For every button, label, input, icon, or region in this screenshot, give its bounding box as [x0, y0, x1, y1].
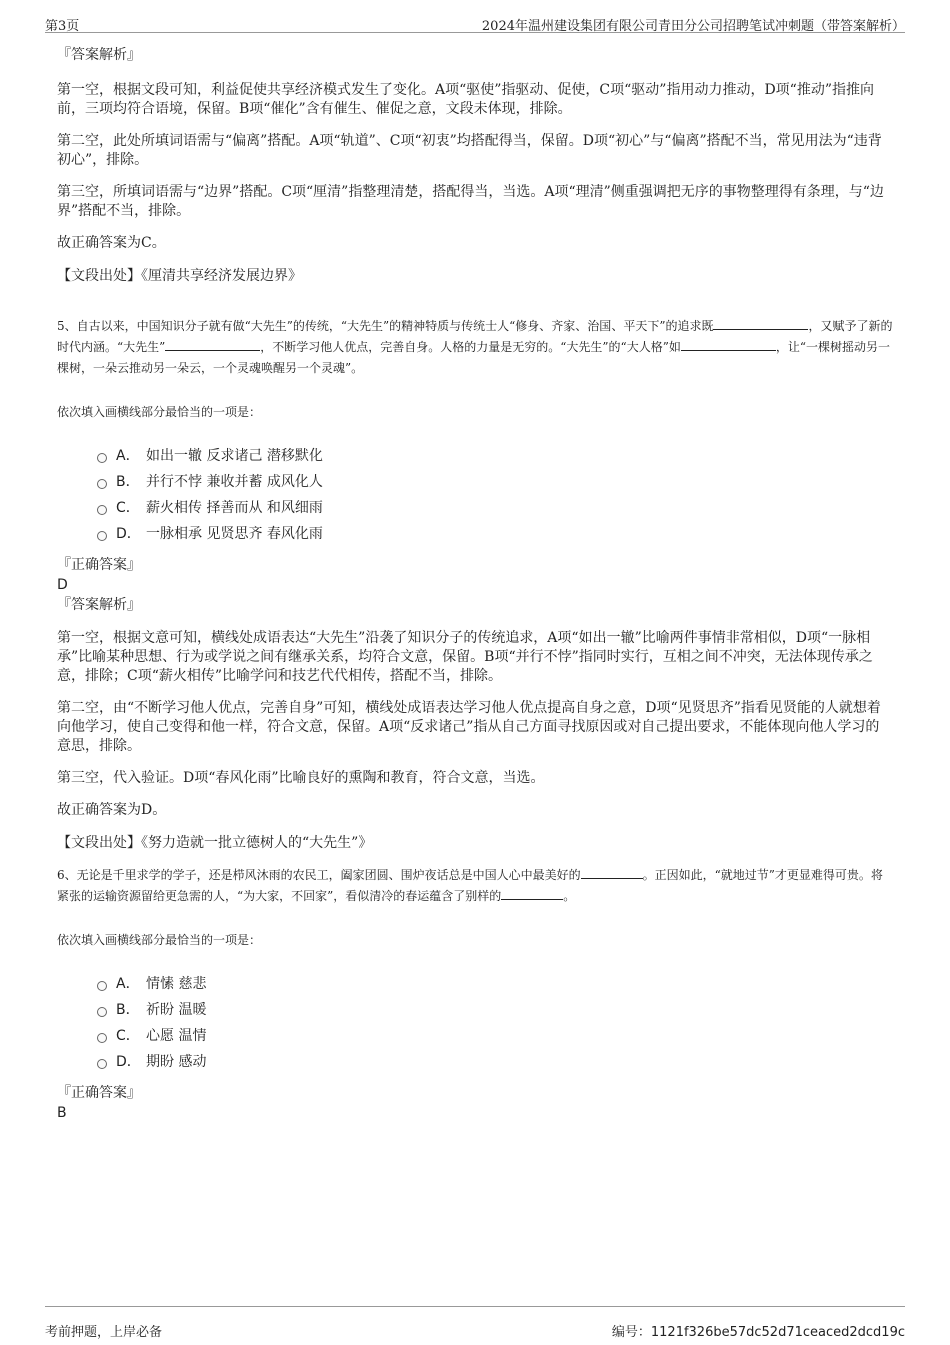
question-5: [57, 316, 893, 853]
question-text-part: 。正因如此，“就地过节”才更显难得可贵。将紧张的运输资源留给更急需的人，“为大家，不回家”，看似清冷的春运蕴含了别样的: [57, 868, 883, 903]
option-d[interactable]: [97, 521, 893, 547]
option-c[interactable]: [97, 1023, 893, 1049]
option-a[interactable]: [97, 443, 893, 469]
document-title: 2024年温州建设集团有限公司青田分公司招聘笔试冲刺题（带答案解析）: [481, 19, 905, 34]
document-id: 编号：1121f326be57dc52d71ceaced2dcd19c: [611, 1325, 905, 1340]
radio-button-icon[interactable]: [97, 531, 107, 541]
radio-button-icon[interactable]: [97, 1007, 107, 1017]
option-a[interactable]: [97, 971, 893, 997]
analysis-paragraph: 第二空，由“不断学习他人优点，完善自身”可知，横线处成语表达学习他人优点提高自身之意，D项“见贤思齐”指看见贤能的人就想着向他学习，使自己变得和他一样，符合文意，保留。A项“反求诸己”指从自己方面寻找原因或对自己提出要求，不能体现向他人学习的意思，排除。: [57, 700, 881, 754]
correct-answer-label: 『正确答案』: [57, 557, 141, 573]
option-letter: D．: [116, 526, 141, 542]
option-letter: A．: [116, 976, 140, 992]
option-letter: C．: [116, 1028, 140, 1044]
analysis-paragraph: 第三空，代入验证。D项“春风化雨”比喻良好的熏陶和教育，符合文意，当选。: [57, 770, 545, 786]
option-c[interactable]: [97, 495, 893, 521]
question-prompt: 依次填入画横线部分最恰当的一项是：: [57, 405, 262, 419]
option-letter: B．: [116, 474, 140, 490]
option-text: 心愿 温情: [146, 1028, 207, 1044]
answer-blank: [581, 866, 643, 879]
analysis-paragraph: 第二空，此处所填词语需与“偏离”搭配。A项“轨道”、C项“初衷”均搭配得当，保留。D项“初心”与“偏离”搭配不当，常见用法为“违背初心”，排除。: [57, 133, 882, 168]
option-text: 并行不悖 兼收并蓄 成风化人: [146, 474, 323, 490]
source-citation: 【文段出处】《努力造就一批立德树人的“大先生”》: [57, 835, 373, 851]
conclusion: 故正确答案为D。: [57, 802, 167, 818]
page-header: [45, 12, 905, 33]
question-text-part: 6、无论是千里求学的学子，还是栉风沐雨的农民工，阖家团圆、围炉夜话总是中国人心中最美好的: [57, 868, 581, 882]
analysis-paragraph: 第一空，根据文意可知，横线处成语表达“大先生”沿袭了知识分子的传统追求，A项“如出一辙”比喻两件事情非常相似，D项“一脉相承”比喻某种思想、行为或学说之间有继承关系，均符合文意，保留。B项“并行不悖”指同时实行，互相之间不冲突，无法体现传承之意，排除；C项“薪火相传”比喻学问和技艺代代相传，搭配不当，排除。: [57, 630, 873, 684]
source-citation: 【文段出处】《厘清共享经济发展边界》: [57, 268, 302, 284]
option-text: 一脉相承 见贤思齐 春风化雨: [146, 526, 323, 542]
question-6: [57, 865, 893, 1123]
option-text: 期盼 感动: [146, 1054, 207, 1070]
radio-button-icon[interactable]: [97, 479, 107, 489]
question-text-part: 。: [563, 889, 576, 903]
answer-blank: [165, 338, 260, 351]
question-prompt: 依次填入画横线部分最恰当的一项是：: [57, 933, 262, 947]
correct-answer: B: [57, 1105, 67, 1121]
option-b[interactable]: [97, 997, 893, 1023]
answer-blank: [501, 887, 563, 900]
option-letter: D．: [116, 1054, 141, 1070]
option-text: 薪火相传 择善而从 和风细雨: [146, 500, 323, 516]
option-d[interactable]: [97, 1049, 893, 1075]
option-text: 如出一辙 反求诸己 潜移默化: [146, 448, 323, 464]
option-letter: A．: [116, 448, 140, 464]
radio-button-icon[interactable]: [97, 1059, 107, 1069]
analysis-paragraph: 第一空，根据文段可知，利益促使共享经济模式发生了变化。A项“驱使”指驱动、促使，C项“驱动”指用动力推动，D项“推动”指推向前，三项均符合语境，保留。B项“催化”含有催生、催促之意，文段未体现，排除。: [57, 82, 874, 117]
question-text-part: 5、自古以来，中国知识分子就有做“大先生”的传统，“大先生”的精神特质与传统士人“修身、齐家、治国、平天下”的追求既: [57, 319, 714, 333]
question-text: [57, 865, 893, 907]
option-letter: C．: [116, 500, 140, 516]
option-text: 情愫 慈悲: [146, 976, 207, 992]
analysis-label: 『答案解析』: [57, 47, 141, 63]
page-number: 第3页: [45, 19, 80, 34]
radio-button-icon[interactable]: [97, 1033, 107, 1043]
question-text-part: ，不断学习他人优点，完善自身。人格的力量是无穷的。“大先生”的“大人格”如: [260, 340, 681, 354]
footer-slogan: 考前押题，上岸必备: [45, 1325, 163, 1340]
correct-answer: D: [57, 577, 68, 593]
question-text-part: ，又赋予了新的时代内涵。“大先生”: [57, 319, 893, 354]
document-body: [57, 45, 893, 1123]
option-letter: B．: [116, 1002, 140, 1018]
answer-blank: [681, 338, 776, 351]
radio-button-icon[interactable]: [97, 505, 107, 515]
options-list: [97, 443, 893, 547]
options-list: [97, 971, 893, 1075]
analysis-label: 『答案解析』: [57, 597, 141, 613]
radio-button-icon[interactable]: [97, 453, 107, 463]
option-b[interactable]: [97, 469, 893, 495]
analysis-paragraph: 第三空，所填词语需与“边界”搭配。C项“厘清”指整理清楚，搭配得当，当选。A项“理清”侧重强调把无序的事物整理得有条理，与“边界”搭配不当，排除。: [57, 184, 884, 219]
answer-blank: [713, 317, 808, 330]
conclusion: 故正确答案为C。: [57, 235, 166, 251]
radio-button-icon[interactable]: [97, 981, 107, 991]
option-text: 祈盼 温暖: [146, 1002, 207, 1018]
question-text: [57, 316, 893, 379]
question-text-part: ，让“一棵树摇动另一棵树，一朵云推动另一朵云，一个灵魂唤醒另一个灵魂”。: [57, 340, 890, 375]
page-footer: [45, 1306, 905, 1345]
correct-answer-label: 『正确答案』: [57, 1085, 141, 1101]
